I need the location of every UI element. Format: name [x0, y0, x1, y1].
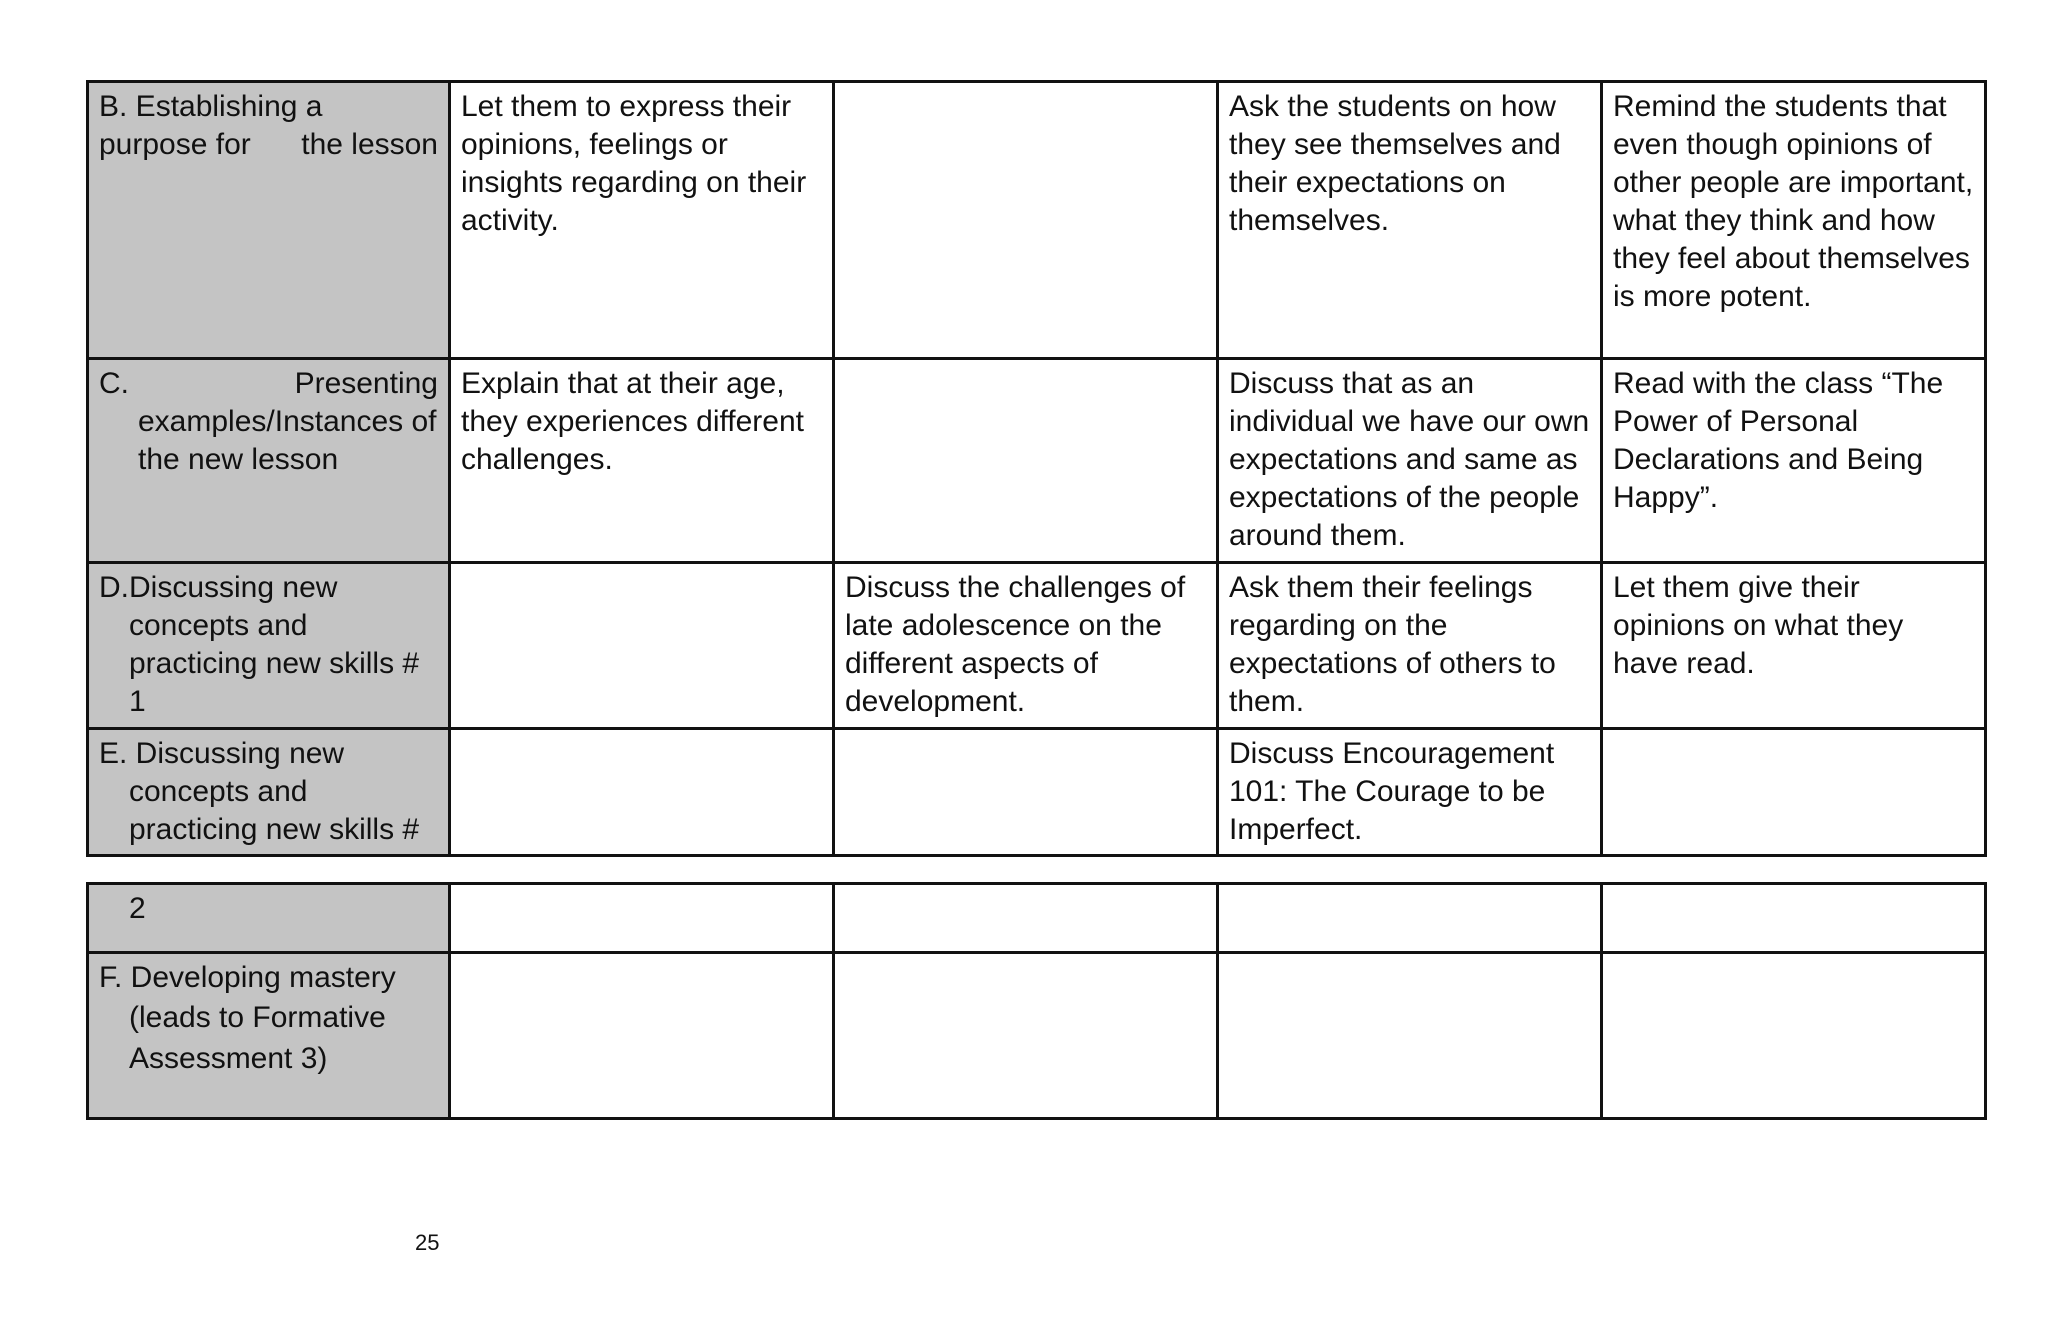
- label-word: the lesson: [301, 128, 438, 161]
- table-row: [88, 359, 1986, 563]
- row-label-establishing-purpose: [88, 82, 450, 359]
- lesson-plan-table: [86, 80, 1987, 857]
- label-line: E. Discussing new: [99, 737, 345, 770]
- table-row: [88, 729, 1986, 856]
- table-cell: [1602, 729, 1986, 856]
- label-line: F. Developing mastery: [99, 961, 396, 994]
- label-line: concepts and practicing new skills # 1: [129, 609, 420, 718]
- table-cell: Discuss Encouragement 101: The Courage to be Imperfect.: [1218, 729, 1602, 856]
- label-line: concepts and practicing new skills #: [129, 775, 420, 846]
- table-row: [88, 563, 1986, 729]
- table-row: [88, 82, 1986, 359]
- table-cell: [450, 884, 834, 953]
- lesson-plan-table-continued: [86, 882, 1987, 1120]
- table-cell: [1218, 953, 1602, 1119]
- table-cell: [834, 729, 1218, 856]
- table-cell: [834, 953, 1218, 1119]
- table-cell: [450, 729, 834, 856]
- table-cell: Ask them their feelings regarding on the expectations of others to them.: [1218, 563, 1602, 729]
- row-label-discussing-new-concepts-2: [88, 729, 450, 856]
- label-word: purpose for: [99, 128, 251, 161]
- table-cell: [1602, 884, 1986, 953]
- table-cell: [450, 953, 834, 1119]
- label-word: Presenting: [294, 367, 438, 400]
- table-cell: [834, 82, 1218, 359]
- row-label-presenting-examples: [88, 359, 450, 563]
- table-cell: Let them to express their opinions, feelings or insights regarding on their activity.: [450, 82, 834, 359]
- table-cell: Discuss that as an individual we have our own expectations and same as expectations of the people around them.: [1218, 359, 1602, 563]
- table-cell: [834, 884, 1218, 953]
- row-label-developing-mastery: [88, 953, 450, 1119]
- table-cell: Ask the students on how they see themselves and their expectations on themselves.: [1218, 82, 1602, 359]
- label-line: B. Establishing a: [99, 90, 323, 123]
- table-row: [88, 884, 1986, 953]
- label-line: examples/Instances of the new lesson: [138, 405, 437, 476]
- table-cell: Read with the class “The Power of Personal Declarations and Being Happy”.: [1602, 359, 1986, 563]
- label-line: (leads to Formative Assessment 3): [129, 1001, 386, 1075]
- page-number: 25: [415, 1230, 440, 1255]
- table-cell: [834, 359, 1218, 563]
- table-cell: Let them give their opinions on what they have read.: [1602, 563, 1986, 729]
- row-label-continued: 2: [88, 884, 450, 953]
- table-cell: [1218, 884, 1602, 953]
- row-label-discussing-new-concepts-1: [88, 563, 450, 729]
- table-cell: Remind the students that even though opinions of other people are important, what they think and how they feel about themselves is more potent.: [1602, 82, 1986, 359]
- label-line: D.Discussing new: [99, 571, 338, 604]
- table-cell: [1602, 953, 1986, 1119]
- table-row: [88, 953, 1986, 1119]
- table-cell: Discuss the challenges of late adolescence on the different aspects of development.: [834, 563, 1218, 729]
- label-word: C.: [99, 367, 129, 400]
- table-cell: Explain that at their age, they experiences different challenges.: [450, 359, 834, 563]
- table-cell: [450, 563, 834, 729]
